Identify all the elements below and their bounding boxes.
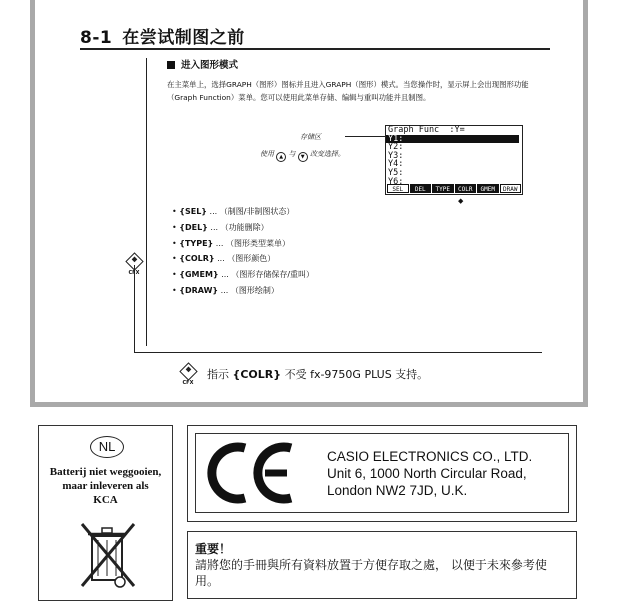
cfx-bracket-vertical <box>134 265 135 353</box>
screen-row: Y5: <box>388 167 404 178</box>
screen-row: Y2: <box>388 142 404 153</box>
section-title <box>80 23 245 48</box>
screen-row-selected: Y1: <box>386 135 519 144</box>
diamond-marker-icon: ◆ <box>458 197 464 205</box>
cfx-note-icon: CFX <box>178 365 198 386</box>
down-arrow-key-icon: ▼ <box>298 152 308 162</box>
screen-row: Y6: <box>388 176 404 187</box>
address-line: CASIO ELECTRONICS CO., LTD. <box>327 449 533 464</box>
manufacturer-address <box>327 448 532 499</box>
list-item: • {DRAW} ... （图形绘制） <box>172 285 279 295</box>
ce-mark-icon <box>203 440 298 505</box>
important-title: 重要！ <box>195 542 232 556</box>
margin-line <box>146 58 147 346</box>
bullet-square-icon <box>167 61 175 69</box>
nl-badge: NL <box>90 436 124 458</box>
menu-type: TYPE <box>432 184 454 193</box>
and-text: 与 <box>288 150 296 158</box>
address-line: Unit 6, 1000 North Circular Road, <box>327 466 527 481</box>
list-item: • {TYPE} ... （图形类型菜单） <box>172 238 290 248</box>
menu-colr: COLR <box>455 184 477 193</box>
list-item: • {SEL} ... （制图/非制图状态） <box>172 207 295 216</box>
address-line: London NW2 7JD, U.K. <box>327 483 468 498</box>
section-title-text: 在尝试制图之前 <box>122 28 245 48</box>
up-arrow-key-icon: ▲ <box>276 152 286 162</box>
battery-disposal-text: Batterij niet weggooien, maar inleveren als KCA <box>49 466 162 506</box>
function-list <box>172 204 314 299</box>
compatibility-note: 指示 {COLR} 不受 fx-9750G PLUS 支持。 <box>207 368 429 381</box>
calculator-screen <box>385 125 523 195</box>
menu-sel: SEL <box>387 184 409 193</box>
storage-area-label: 存储区 <box>300 133 321 141</box>
cfx-icon: CFX <box>124 255 144 276</box>
list-item: • {COLR} ... （图形颜色） <box>172 254 276 264</box>
list-item: • {DEL} ... （功能删除） <box>172 222 269 232</box>
screen-function-menu <box>387 184 521 193</box>
cursor-keys-instruction <box>260 149 345 162</box>
menu-gmem: GMEM <box>477 184 499 193</box>
list-item: • {GMEM} ... （图形存储保存/重叫） <box>172 270 315 280</box>
section-number: 8-1 <box>80 28 113 48</box>
subsection-heading <box>167 57 238 71</box>
crossed-bin-icon <box>78 520 138 590</box>
use-prefix: 使用 <box>260 150 274 158</box>
screen-row: Y4: <box>388 159 404 170</box>
storage-area-leader-line <box>345 136 385 137</box>
menu-draw: DRAW <box>500 184 522 193</box>
important-text: 請將您的手冊與所有資料放置于方便存取之處， 以便于未來參考使用。 <box>195 558 547 588</box>
cfx-bracket-horizontal <box>134 352 542 353</box>
use-suffix: 改变选择。 <box>309 150 345 158</box>
menu-del: DEL <box>410 184 432 193</box>
screen-row: Y3: <box>388 150 404 161</box>
title-rule <box>80 48 550 50</box>
intro-paragraph: 在主菜单上，选择GRAPH（图形）图标并且进入GRAPH（图形）模式。当您操作时，显示屏上会出现图形功能（Graph Function）菜单。您可以使用此菜单存储、编辑与重叫功能并且制图。 <box>167 80 529 102</box>
subsection-heading-text: 进入图形模式 <box>181 60 239 71</box>
screen-header: Graph Func :Y= <box>388 125 465 135</box>
